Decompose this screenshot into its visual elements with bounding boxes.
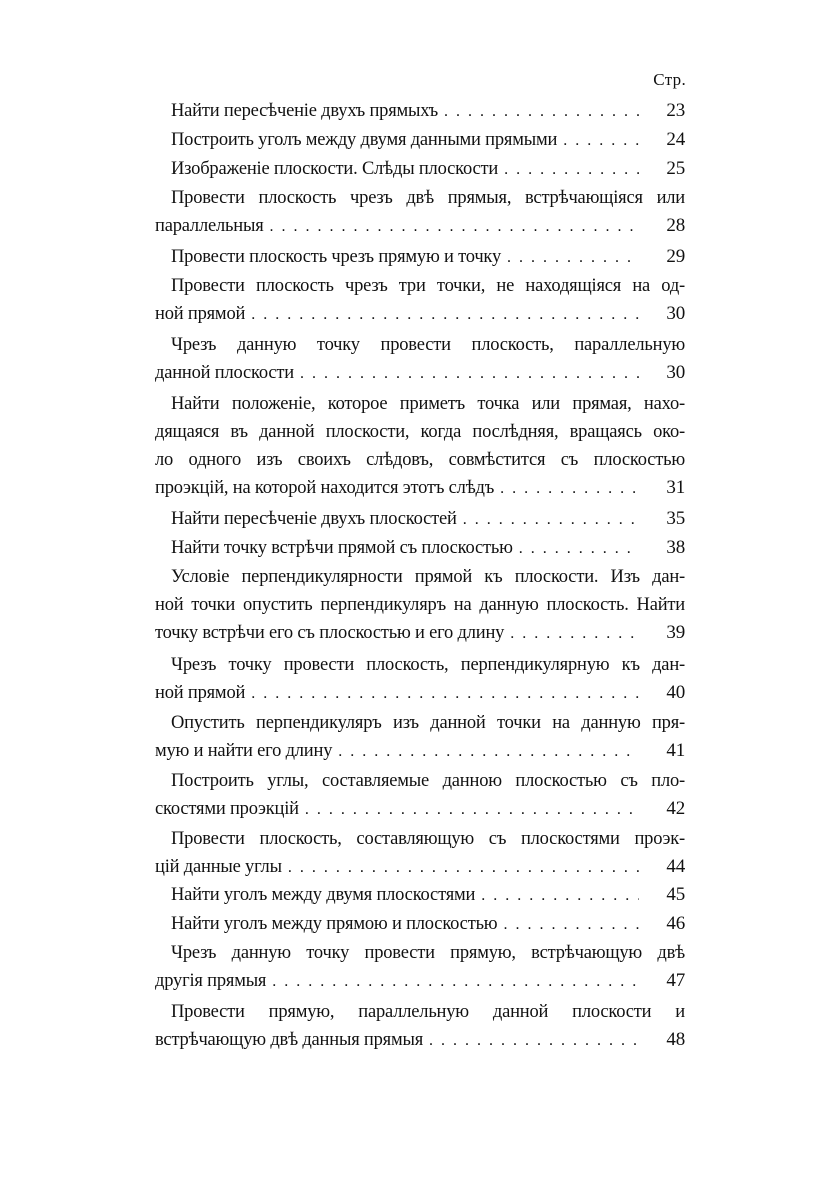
toc-entry-title: Найти уголъ между двумя плоскостями — [171, 885, 476, 905]
toc-entry — [155, 563, 685, 647]
toc-entry-title: Найти пересѣченіе двухъ плоскостей — [171, 509, 457, 529]
toc-entry — [155, 939, 685, 995]
toc-entry-title: мую и найти его длину — [155, 741, 333, 761]
dot-leader — [272, 968, 639, 996]
dot-leader — [510, 620, 639, 648]
toc-entry-title: ной прямой — [155, 304, 246, 324]
dot-leader — [500, 475, 639, 503]
toc-entry-line: Провести прямую, параллельную данной плоскости и — [171, 1002, 685, 1022]
toc-entry-line: Построить углы, составляемые данною плоскостью съ пло- — [171, 771, 685, 791]
toc-entry — [155, 184, 685, 240]
toc-entry-title: данной плоскости — [155, 363, 295, 383]
toc-entry-last-line — [155, 243, 685, 271]
toc-entry-title: Найти уголъ между прямою и плоскостью — [171, 914, 498, 934]
toc-page-number: 29 — [666, 246, 685, 267]
toc-entry — [155, 390, 685, 502]
toc-entry-last-line — [155, 212, 685, 240]
toc-entry-last-line — [155, 300, 685, 328]
toc-entry-line: Опустить перпендикуляръ изъ данной точки на данную пря- — [171, 713, 685, 733]
dot-leader — [463, 506, 639, 534]
toc-page-number: 35 — [666, 508, 685, 529]
toc-page-number: 24 — [666, 129, 685, 150]
toc-entry-last-line — [155, 853, 685, 881]
toc-entry-last-line — [155, 155, 685, 183]
toc-entry — [155, 331, 685, 387]
toc-page-number: 28 — [666, 215, 685, 236]
toc-entry-line: Провести плоскость чрезъ двѣ прямыя, встрѣчающіяся или — [171, 188, 685, 208]
toc-page-number: 30 — [666, 303, 685, 324]
toc-entry-title: Построить уголъ между двумя данными прямыми — [171, 130, 558, 150]
toc-entry — [155, 97, 685, 125]
toc-entry-line: ло одного изъ своихъ слѣдовъ, совмѣстится съ плоскостью — [155, 450, 685, 470]
toc-entry — [155, 881, 685, 909]
dot-leader — [481, 882, 639, 910]
dot-leader — [305, 796, 639, 824]
toc-entry-last-line — [155, 534, 685, 562]
toc-entry-title: точку встрѣчи его съ плоскостью и его длину — [155, 623, 505, 643]
toc-entry-last-line — [155, 1026, 685, 1054]
toc-entry — [155, 651, 685, 707]
toc-entry-title: ной прямой — [155, 683, 246, 703]
toc-entry-title: встрѣчающую двѣ данныя прямыя — [155, 1030, 424, 1050]
dot-leader — [444, 98, 639, 126]
toc-entry-last-line — [155, 967, 685, 995]
toc-entry — [155, 767, 685, 823]
toc-page-number: 25 — [666, 158, 685, 179]
toc-entry-last-line — [155, 910, 685, 938]
dot-leader — [503, 911, 639, 939]
toc-entry-title: Провести плоскость чрезъ прямую и точку — [171, 247, 502, 267]
toc-entry-title: Изображеніе плоскости. Слѣды плоскости — [171, 159, 499, 179]
dot-leader — [288, 854, 639, 882]
dot-leader — [270, 213, 639, 241]
toc-page-number: 23 — [666, 100, 685, 121]
toc-entry-last-line — [155, 737, 685, 765]
dot-leader — [504, 156, 639, 184]
toc-entry-title: Найти пересѣченіе двухъ прямыхъ — [171, 101, 438, 121]
page-column-header: Стр. — [653, 70, 686, 89]
toc-entry-last-line — [155, 881, 685, 909]
toc-entry-line: Провести плоскость чрезъ три точки, не находящіяся на од- — [171, 276, 685, 296]
dot-leader — [251, 680, 639, 708]
toc-page-number: 40 — [666, 682, 685, 703]
toc-entry-last-line — [155, 505, 685, 533]
toc-entry-title: Найти точку встрѣчи прямой съ плоскостью — [171, 538, 513, 558]
toc-entry-line: Чрезъ данную точку провести прямую, встрѣчающую двѣ — [171, 943, 685, 963]
toc-page-number: 42 — [666, 798, 685, 819]
toc-entry-title: параллельныя — [155, 216, 264, 236]
dot-leader — [507, 244, 639, 272]
toc-entry-title: другія прямыя — [155, 971, 267, 991]
toc-entry-line: дящаяся въ данной плоскости, когда послѣдняя, вращаясь око- — [155, 422, 685, 442]
toc-entry-title: скостями проэкцій — [155, 799, 299, 819]
toc-entry-last-line — [155, 679, 685, 707]
toc-entry-line: Провести плоскость, составляющую съ плоскостями проэк- — [171, 829, 685, 849]
toc-entry — [155, 155, 685, 183]
toc-entry — [155, 534, 685, 562]
toc-entry — [155, 998, 685, 1054]
toc-entry-title: проэкцій, на которой находится этотъ слѣдъ — [155, 478, 495, 498]
toc-page-number: 31 — [666, 477, 685, 498]
toc-entry — [155, 272, 685, 328]
toc-entry-last-line — [155, 126, 685, 154]
dot-leader — [519, 535, 639, 563]
toc-entry — [155, 910, 685, 938]
dot-leader — [338, 738, 639, 766]
toc-entry-last-line — [155, 619, 685, 647]
toc-entry-title: цій данные углы — [155, 857, 282, 877]
toc-entry-last-line — [155, 97, 685, 125]
toc-page-number: 38 — [666, 537, 685, 558]
toc-page-number: 48 — [666, 1029, 685, 1050]
toc-entry-last-line — [155, 359, 685, 387]
toc-entry-last-line — [155, 474, 685, 502]
toc-page-number: 47 — [666, 970, 685, 991]
dot-leader — [429, 1027, 639, 1055]
dot-leader — [563, 127, 639, 155]
toc-entry — [155, 709, 685, 765]
toc-page-number: 39 — [666, 622, 685, 643]
toc-entry-last-line — [155, 795, 685, 823]
toc-entry-line: Чрезъ данную точку провести плоскость, параллельную — [171, 335, 685, 355]
toc-entry — [155, 825, 685, 881]
toc-entry-line: Найти положеніе, которое приметъ точка или прямая, нахо- — [171, 394, 685, 414]
toc-page-number: 45 — [666, 884, 685, 905]
toc-entry — [155, 505, 685, 533]
toc-entry-line: Условіе перпендикулярности прямой къ плоскости. Изъ дан- — [171, 567, 685, 587]
toc-page-number: 44 — [666, 856, 685, 877]
toc-page-number: 30 — [666, 362, 685, 383]
toc-entry-line: Чрезъ точку провести плоскость, перпендикулярную къ дан- — [171, 655, 685, 675]
toc-page-number: 41 — [666, 740, 685, 761]
dot-leader — [300, 360, 639, 388]
toc-entry — [155, 126, 685, 154]
toc-page-number: 46 — [666, 913, 685, 934]
toc-entry — [155, 243, 685, 271]
dot-leader — [251, 301, 639, 329]
toc-entry-line: ной точки опустить перпендикуляръ на данную плоскость. Найти — [155, 595, 685, 615]
